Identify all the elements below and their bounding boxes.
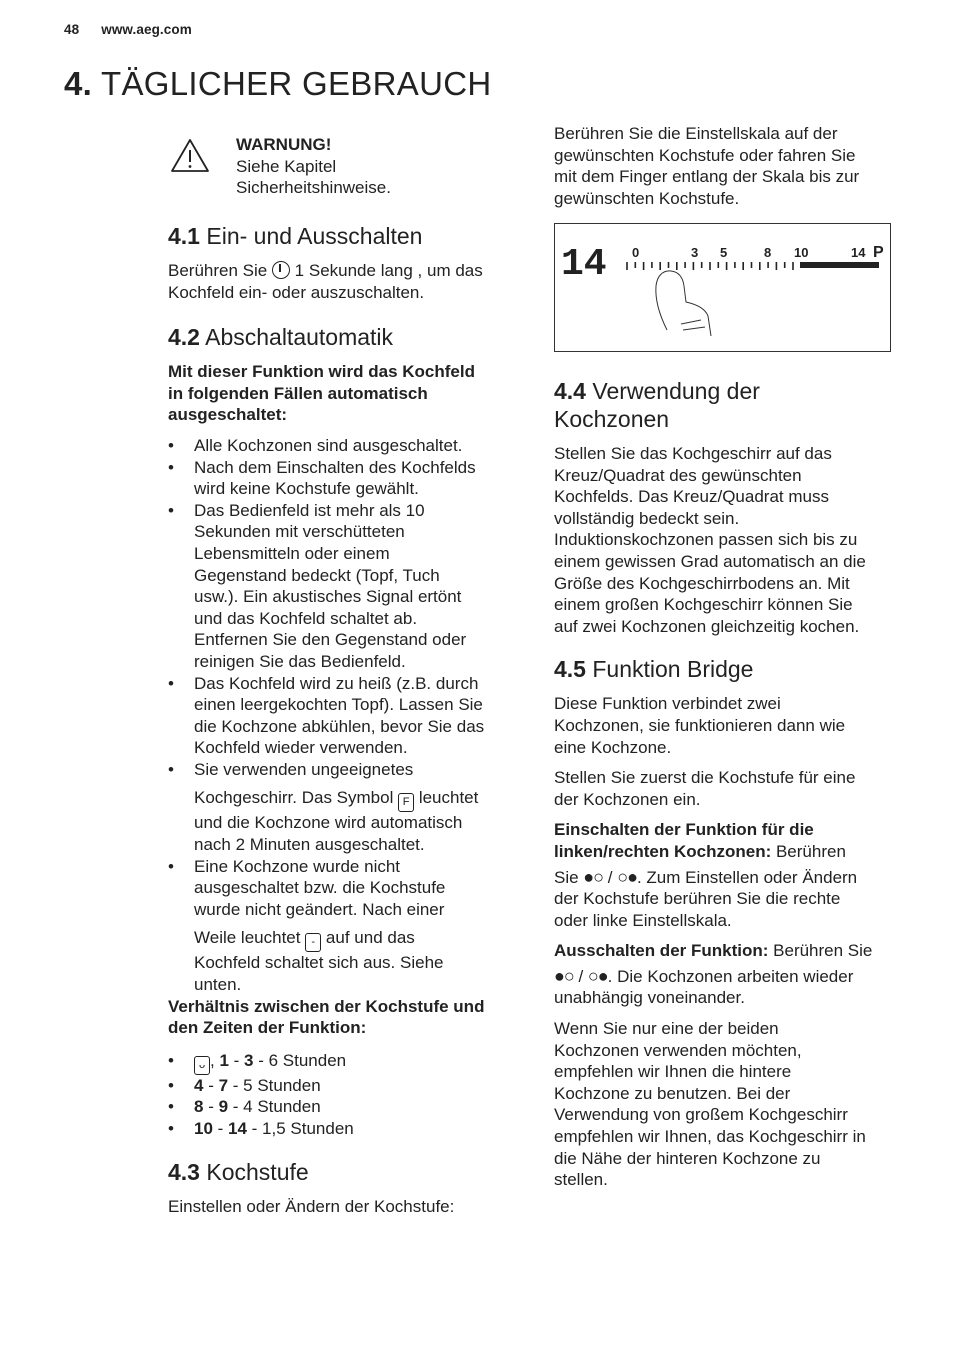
power-icon xyxy=(272,261,290,279)
scale-label: 5 xyxy=(720,245,728,260)
bridge-left-icon: ●○ xyxy=(554,965,574,986)
s45-p3: Einschalten der Funktion für die linken/rechten Kochzonen: Berühren Sie ●○ / ○●. Zum Einstellen oder Ändern der Kochstufe berühren Sie die rechte oder linke Einstellskala. xyxy=(554,820,858,930)
minus-symbol-icon: - xyxy=(305,933,321,952)
shutdown-list xyxy=(168,435,528,996)
scale-label: 3 xyxy=(691,245,699,260)
website-url: www.aeg.com xyxy=(101,22,192,37)
scale-label: 0 xyxy=(632,245,640,260)
left-column xyxy=(168,222,528,1217)
list-item: • Das Kochfeld wird zu heiß (z.B. durch einen leergekochten Topf). Lassen Sie die Kochzone abkühlen, bevor Sie das Kochfeld wieder verwenden. xyxy=(168,673,528,759)
display-readout: 14 xyxy=(561,243,607,286)
section-heading-4-1: 4.1 Ein- und Ausschalten xyxy=(168,223,423,249)
warning-line: Sicherheitshinweise. xyxy=(236,178,391,198)
list-item: • 8 - 9 - 4 Stunden xyxy=(168,1096,528,1118)
s45-p4: Ausschalten der Funktion: Berühren Sie ●○ / ○●. Die Kochzonen arbeiten wieder unabhängig voneinander. xyxy=(554,941,873,1008)
list-item: • 10 - 14 - 1,5 Stunden xyxy=(168,1118,528,1140)
scale-label: 10 xyxy=(794,245,809,260)
list-item: • Das Bedienfeld ist mehr als 10 Sekunden mit verschütteten Lebensmitteln oder einem Gegenstand bedeckt (Topf, Tuch usw.). Ein akustisches Signal ertönt und das Kochfeld schaltet ab. Entfernen Sie den Gegenstand oder reinigen Sie das Bedienfeld. xyxy=(168,500,528,673)
s44-text: Stellen Sie das Kochgeschirr auf das Kreuz/Quadrat des gewünschten Kochfelds. Das Kreuz/Quadrat muss vollständig bedeckt sein. Induktionskochzonen passen sich bis zu einem gewissen Grad automatisch an die Größe des Kochgeschirrbodens an. Mit einem großen Kochgeschirr können Sie auf zwei Kochzonen gleichzeitig kochen. xyxy=(554,444,866,636)
warning-icon xyxy=(170,138,210,174)
chapter-number: 4. xyxy=(64,65,93,102)
bridge-right-icon: ○● xyxy=(587,965,608,986)
warning-line: Siehe Kapitel xyxy=(236,156,337,176)
chapter-title: TÄGLICHER GEBRAUCH xyxy=(101,65,492,102)
s43-text: Einstellen oder Ändern der Kochstufe: xyxy=(168,1196,455,1216)
list-item: • Alle Kochzonen sind ausgeschaltet. xyxy=(168,435,528,457)
s45-p5: Wenn Sie nur eine der beiden Kochzonen verwenden möchten, empfehlen wir Ihnen die hintere Kochzone zu benutzen. Bei der Verwendung von großem Kochgeschirr empfehlen wir Ihnen, das Kochgeschirr in die Nähe der hinteren Kochzone zu stellen. xyxy=(554,1019,866,1190)
section-heading-4-5: 4.5 Funktion Bridge xyxy=(554,656,754,683)
list-item: • Eine Kochzone wurde nicht ausgeschaltet bzw. die Kochstufe wurde nicht geändert. Nach einer Weile leuchtet - auf und das Kochfeld schaltet sich aus. Siehe unten. xyxy=(168,856,528,996)
scale-bar-fill xyxy=(800,262,879,268)
slider-svg xyxy=(555,224,890,351)
scale-ticks xyxy=(627,262,793,270)
right-column-lower xyxy=(554,377,914,1191)
list-item: • Sie verwenden ungeeignetes Kochgeschirr. Das Symbol F leuchtet und die Kochzone wird automatisch nach 2 Minuten ausgeschaltet. xyxy=(168,759,528,856)
bridge-left-icon: ●○ xyxy=(583,866,604,887)
page-number: 48 xyxy=(64,22,80,37)
warning-block xyxy=(236,134,391,199)
scale-label: 8 xyxy=(764,245,772,260)
f-symbol-icon: F xyxy=(398,793,414,812)
right-column xyxy=(554,123,914,209)
scale-label: 14 xyxy=(851,245,866,260)
page-header xyxy=(64,22,192,37)
relation-title: Verhältnis zwischen der Kochstufe und den Zeiten der Funktion: xyxy=(168,996,485,1038)
list-item: • 4 - 7 - 5 Stunden xyxy=(168,1075,528,1097)
s43-right-text: Berühren Sie die Einstellskala auf der gewünschten Kochstufe oder fahren Sie mit dem Finger entlang der Skala bis zur gewünschten Kochstufe. xyxy=(554,124,860,208)
s41-text: Berühren Sie 1 Sekunde lang , um das xyxy=(168,261,483,280)
s45-p1: Diese Funktion verbindet zwei Kochzonen, sie funktionieren dann wie eine Kochzone. xyxy=(554,694,846,757)
list-item: • Nach dem Einschalten des Kochfelds wird keine Kochstufe gewählt. xyxy=(168,457,528,500)
scale-labels xyxy=(632,244,884,261)
slider-illustration xyxy=(554,223,891,352)
finger-icon xyxy=(656,271,711,336)
page-title xyxy=(64,64,491,104)
keep-warm-icon: ᴗ xyxy=(194,1056,210,1075)
scale-label: P xyxy=(873,244,884,261)
section-heading-4-4: 4.4 Verwendung der Kochzonen xyxy=(554,378,760,432)
s42-intro: Mit dieser Funktion wird das Kochfeld in folgenden Fällen automatisch ausgeschaltet: xyxy=(168,362,475,425)
bridge-right-icon: ○● xyxy=(617,866,637,887)
s41-text: Kochfeld ein- oder auszuschalten. xyxy=(168,282,425,302)
times-list xyxy=(168,1050,528,1140)
list-item: • ᴗ , 1 - 3 - 6 Stunden xyxy=(168,1050,528,1075)
warning-label: WARNUNG! xyxy=(236,135,332,154)
section-heading-4-2: 4.2 Abschaltautomatik xyxy=(168,324,394,351)
section-heading-4-3: 4.3 Kochstufe xyxy=(168,1158,309,1185)
s45-p2: Stellen Sie zuerst die Kochstufe für eine der Kochzonen ein. xyxy=(554,768,856,809)
